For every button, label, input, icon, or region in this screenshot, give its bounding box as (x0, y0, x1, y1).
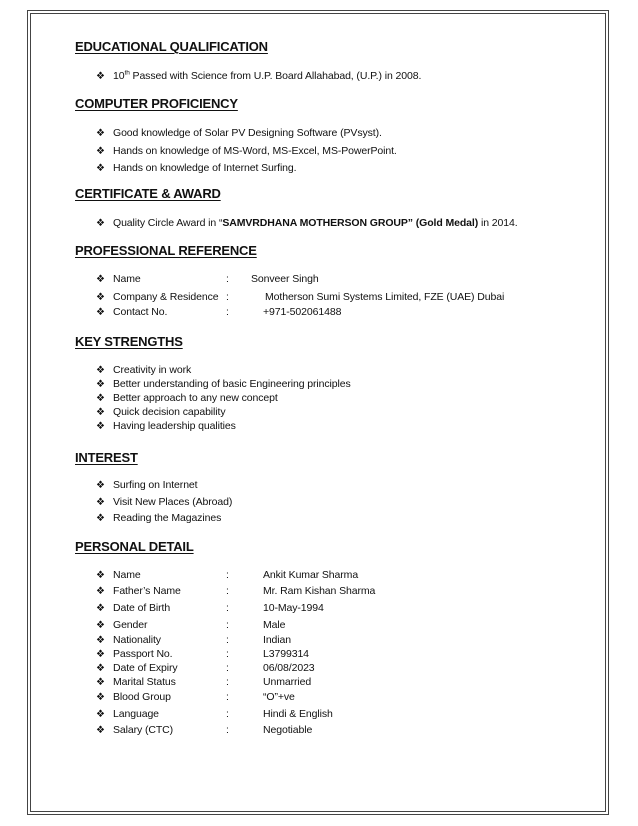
personal-row (96, 634, 516, 647)
strength-item (96, 420, 236, 433)
personal-row (96, 676, 516, 689)
personal-label: Date of Expiry (113, 662, 178, 674)
personal-value: Male (263, 619, 286, 631)
personal-row (96, 724, 516, 737)
personal-colon: : (226, 691, 229, 703)
personal-value: 10-May-1994 (263, 602, 324, 614)
personal-colon: : (226, 634, 229, 646)
personal-row (96, 662, 516, 675)
diamond-bullet-icon: ❖ (96, 379, 105, 390)
computer-item (96, 162, 296, 175)
certificate-suffix: in 2014. (478, 217, 518, 229)
personal-row (96, 585, 516, 598)
personal-heading: PERSONAL DETAIL (75, 539, 194, 554)
personal-value: Hindi & English (263, 708, 333, 720)
personal-colon: : (226, 619, 229, 631)
personal-value: Mr. Ram Kishan Sharma (263, 585, 376, 597)
computer-item (96, 145, 397, 158)
personal-colon: : (226, 569, 229, 581)
personal-value: Ankit Kumar Sharma (263, 569, 359, 581)
diamond-bullet-icon: ❖ (96, 365, 105, 376)
diamond-bullet-icon: ❖ (96, 649, 105, 660)
personal-colon: : (226, 648, 229, 660)
education-text: Passed with Science from U.P. Board Allahabad, (U.P.) in 2008. (129, 70, 422, 82)
personal-colon: : (226, 585, 229, 597)
reference-label: Name (113, 273, 141, 285)
certificate-heading: CERTIFICATE & AWARD (75, 186, 221, 201)
reference-label: Company & Residence (113, 291, 219, 303)
personal-row (96, 602, 516, 615)
personal-label: Passport No. (113, 648, 173, 660)
reference-colon: : (226, 306, 229, 318)
education-ordinal-suffix: th (124, 69, 130, 77)
reference-colon: : (226, 291, 229, 303)
diamond-bullet-icon: ❖ (96, 725, 105, 736)
personal-row (96, 708, 516, 721)
diamond-bullet-icon: ❖ (96, 497, 105, 508)
reference-row (96, 291, 516, 304)
personal-value: Negotiable (263, 724, 313, 736)
personal-value: “O”+ve (263, 691, 295, 703)
diamond-bullet-icon: ❖ (96, 128, 105, 139)
interest-heading: INTEREST (75, 450, 138, 465)
strength-text: Creativity in work (113, 364, 192, 376)
reference-value: Motherson Sumi Systems Limited, FZE (UAE) Dubai (265, 291, 505, 303)
diamond-bullet-icon: ❖ (96, 218, 105, 229)
diamond-bullet-icon: ❖ (96, 663, 105, 674)
diamond-bullet-icon: ❖ (96, 603, 105, 614)
diamond-bullet-icon: ❖ (96, 635, 105, 646)
diamond-bullet-icon: ❖ (96, 292, 105, 303)
computer-item-text: Hands on knowledge of Internet Surfing. (113, 162, 297, 174)
diamond-bullet-icon: ❖ (96, 480, 105, 491)
strength-item (96, 406, 225, 419)
diamond-bullet-icon: ❖ (96, 677, 105, 688)
personal-row (96, 691, 516, 704)
diamond-bullet-icon: ❖ (96, 620, 105, 631)
personal-label: Language (113, 708, 159, 720)
computer-item-text: Good knowledge of Solar PV Designing Software (PVsyst). (113, 127, 382, 139)
personal-colon: : (226, 602, 229, 614)
reference-row (96, 273, 516, 286)
diamond-bullet-icon: ❖ (96, 274, 105, 285)
diamond-bullet-icon: ❖ (96, 709, 105, 720)
strength-item (96, 364, 191, 377)
reference-colon: : (226, 273, 229, 285)
personal-row (96, 619, 516, 632)
certificate-prefix: Quality Circle Award in “ (113, 217, 223, 229)
strength-text: Better understanding of basic Engineering principles (113, 378, 351, 390)
education-heading: EDUCATIONAL QUALIFICATION (75, 39, 268, 54)
reference-heading: PROFESSIONAL REFERENCE (75, 243, 257, 258)
interest-item (96, 479, 198, 492)
personal-value: Unmarried (263, 676, 312, 688)
strength-text: Better approach to any new concept (113, 392, 278, 404)
personal-colon: : (226, 676, 229, 688)
diamond-bullet-icon: ❖ (96, 407, 105, 418)
diamond-bullet-icon: ❖ (96, 163, 105, 174)
reference-row (96, 306, 516, 319)
diamond-bullet-icon: ❖ (96, 71, 105, 82)
diamond-bullet-icon: ❖ (96, 586, 105, 597)
personal-label: Gender (113, 619, 148, 631)
interest-text: Visit New Places (Abroad) (113, 496, 233, 508)
strength-item (96, 378, 351, 391)
strength-text: Having leadership qualities (113, 420, 236, 432)
interest-text: Reading the Magazines (113, 512, 222, 524)
personal-colon: : (226, 708, 229, 720)
personal-value: 06/08/2023 (263, 662, 315, 674)
education-ordinal: 10 (113, 70, 125, 82)
personal-label: Marital Status (113, 676, 176, 688)
diamond-bullet-icon: ❖ (96, 692, 105, 703)
personal-label: Date of Birth (113, 602, 171, 614)
diamond-bullet-icon: ❖ (96, 513, 105, 524)
personal-row (96, 648, 516, 661)
computer-item (96, 127, 382, 140)
interest-text: Surfing on Internet (113, 479, 198, 491)
diamond-bullet-icon: ❖ (96, 393, 105, 404)
strength-text: Quick decision capability (113, 406, 226, 418)
personal-label: Nationality (113, 634, 161, 646)
computer-item-text: Hands on knowledge of MS-Word, MS-Excel, MS-PowerPoint. (113, 145, 397, 157)
strength-item (96, 392, 278, 405)
personal-label: Name (113, 569, 141, 581)
personal-label: Father’s Name (113, 585, 181, 597)
personal-label: Blood Group (113, 691, 171, 703)
strengths-heading: KEY STRENGTHS (75, 334, 183, 349)
interest-item (96, 496, 232, 509)
diamond-bullet-icon: ❖ (96, 421, 105, 432)
personal-colon: : (226, 724, 229, 736)
certificate-award-name: SAMVRDHANA MOTHERSON GROUP” (Gold Medal) (222, 217, 479, 229)
personal-value: L3799314 (263, 648, 309, 660)
certificate-item (96, 217, 518, 230)
diamond-bullet-icon: ❖ (96, 307, 105, 318)
personal-colon: : (226, 662, 229, 674)
education-item (96, 70, 421, 83)
reference-label: Contact No. (113, 306, 168, 318)
diamond-bullet-icon: ❖ (96, 570, 105, 581)
personal-row (96, 569, 516, 582)
personal-label: Salary (CTC) (113, 724, 174, 736)
reference-value: +971-502061488 (263, 306, 342, 318)
reference-value: Sonveer Singh (251, 273, 319, 285)
computer-heading: COMPUTER PROFICIENCY (75, 96, 238, 111)
interest-item (96, 512, 221, 525)
personal-value: Indian (263, 634, 292, 646)
diamond-bullet-icon: ❖ (96, 146, 105, 157)
